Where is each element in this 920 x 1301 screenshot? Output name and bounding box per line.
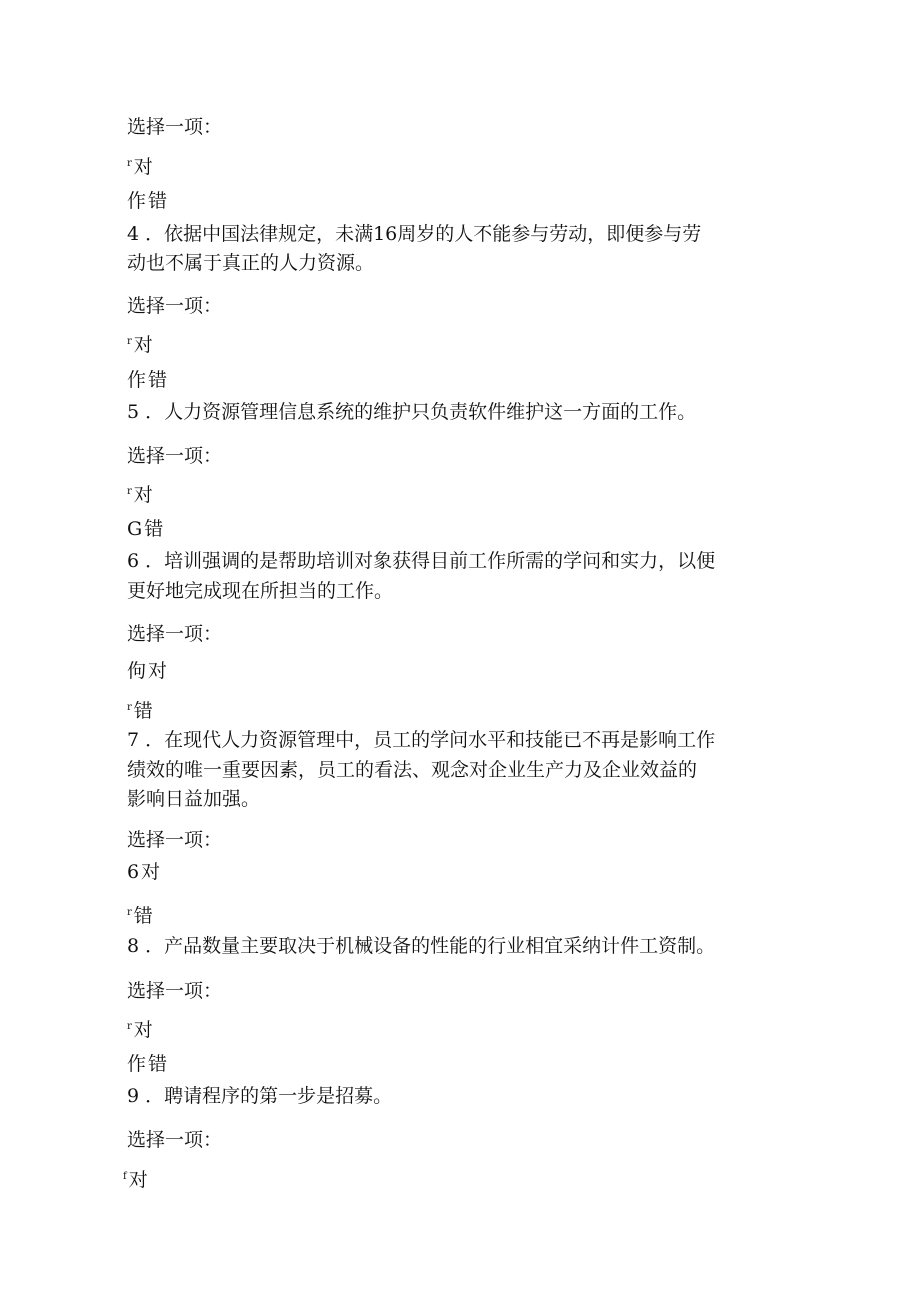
choose-one-prompt: 选择一项： <box>127 980 223 1002</box>
option-label: 对 <box>133 1019 153 1041</box>
choose-one-prompt: 选择一项： <box>127 829 223 851</box>
option-true[interactable] <box>127 477 153 510</box>
option-false[interactable] <box>127 365 167 395</box>
radio-mark: 作 <box>127 190 147 212</box>
question-line: ．产品数量主要取决于机械设备的性能的行业相宜采纳计件工资制。 <box>145 935 716 957</box>
radio-mark: r <box>127 486 132 497</box>
option-false[interactable] <box>127 693 153 726</box>
question-number: 5 <box>127 401 140 423</box>
question-text <box>127 219 701 249</box>
radio-mark: 佝 <box>127 660 147 682</box>
option-false[interactable] <box>127 898 153 931</box>
option-label: 对 <box>148 660 168 682</box>
option-true[interactable] <box>127 857 160 887</box>
question-number: 7 <box>127 729 140 751</box>
choose-one-prompt: 选择一项： <box>127 445 223 467</box>
choose-one-prompt: 选择一项： <box>127 295 223 317</box>
option-label: 对 <box>133 334 153 356</box>
question-text <box>127 725 715 755</box>
question-text <box>127 546 715 576</box>
option-label: 对 <box>133 484 153 506</box>
question-line: 更好地完成现在所担当的工作。 <box>127 580 394 602</box>
option-label: 对 <box>133 156 153 178</box>
question-line: 影响日益加强。 <box>127 788 261 810</box>
question-text <box>127 397 696 427</box>
question-line: ．培训强调的是帮助培训对象获得目前工作所需的学问和实力，以便 <box>145 550 716 572</box>
option-label: 错 <box>133 700 153 722</box>
radio-mark: r <box>127 336 132 347</box>
choose-one-prompt: 选择一项： <box>127 116 223 138</box>
radio-mark: G <box>127 518 143 540</box>
radio-mark: 6 <box>127 861 140 883</box>
radio-mark: r <box>127 702 132 713</box>
question-number: 8 <box>127 935 140 957</box>
question-line: ．依据中国法律规定，未满16周岁的人不能参与劳动，即便参与劳 <box>145 223 702 245</box>
radio-mark: r <box>127 907 132 918</box>
option-label: 错 <box>144 518 164 540</box>
option-true[interactable] <box>123 1162 148 1195</box>
option-false[interactable] <box>127 514 163 544</box>
option-label: 错 <box>148 369 168 391</box>
option-true[interactable] <box>127 149 153 182</box>
question-number: 6 <box>127 550 140 572</box>
question-line: ．在现代人力资源管理中，员工的学问水平和技能已不再是影响工作 <box>145 729 716 751</box>
radio-mark: f <box>123 1171 127 1182</box>
question-line: ．聘请程序的第一步是招募。 <box>145 1085 393 1107</box>
question-number: 9 <box>127 1085 140 1107</box>
option-false[interactable] <box>127 186 167 216</box>
radio-mark: 作 <box>127 1053 147 1075</box>
question-line: 动也不属于真正的人力资源。 <box>127 252 375 274</box>
question-line: 绩效的唯一重要因素，员工的看法、观念对企业生产力及企业效益的 <box>127 759 698 781</box>
question-text <box>127 1081 392 1111</box>
radio-mark: 作 <box>127 369 147 391</box>
option-label: 对 <box>141 861 161 883</box>
option-label: 错 <box>148 1053 168 1075</box>
choose-one-prompt: 选择一项： <box>127 623 223 645</box>
choose-one-prompt: 选择一项： <box>127 1129 223 1151</box>
option-label: 错 <box>133 905 153 927</box>
option-true[interactable] <box>127 327 153 360</box>
question-text <box>127 931 715 961</box>
option-label: 对 <box>128 1169 148 1191</box>
option-true[interactable] <box>127 1012 153 1045</box>
radio-mark: r <box>127 1021 132 1032</box>
radio-mark: r <box>127 158 132 169</box>
question-number: 4 <box>127 223 140 245</box>
option-label: 错 <box>148 190 168 212</box>
option-false[interactable] <box>127 1049 167 1079</box>
option-true[interactable] <box>127 656 167 686</box>
question-line: ．人力资源管理信息系统的维护只负责软件维护这一方面的工作。 <box>145 401 697 423</box>
